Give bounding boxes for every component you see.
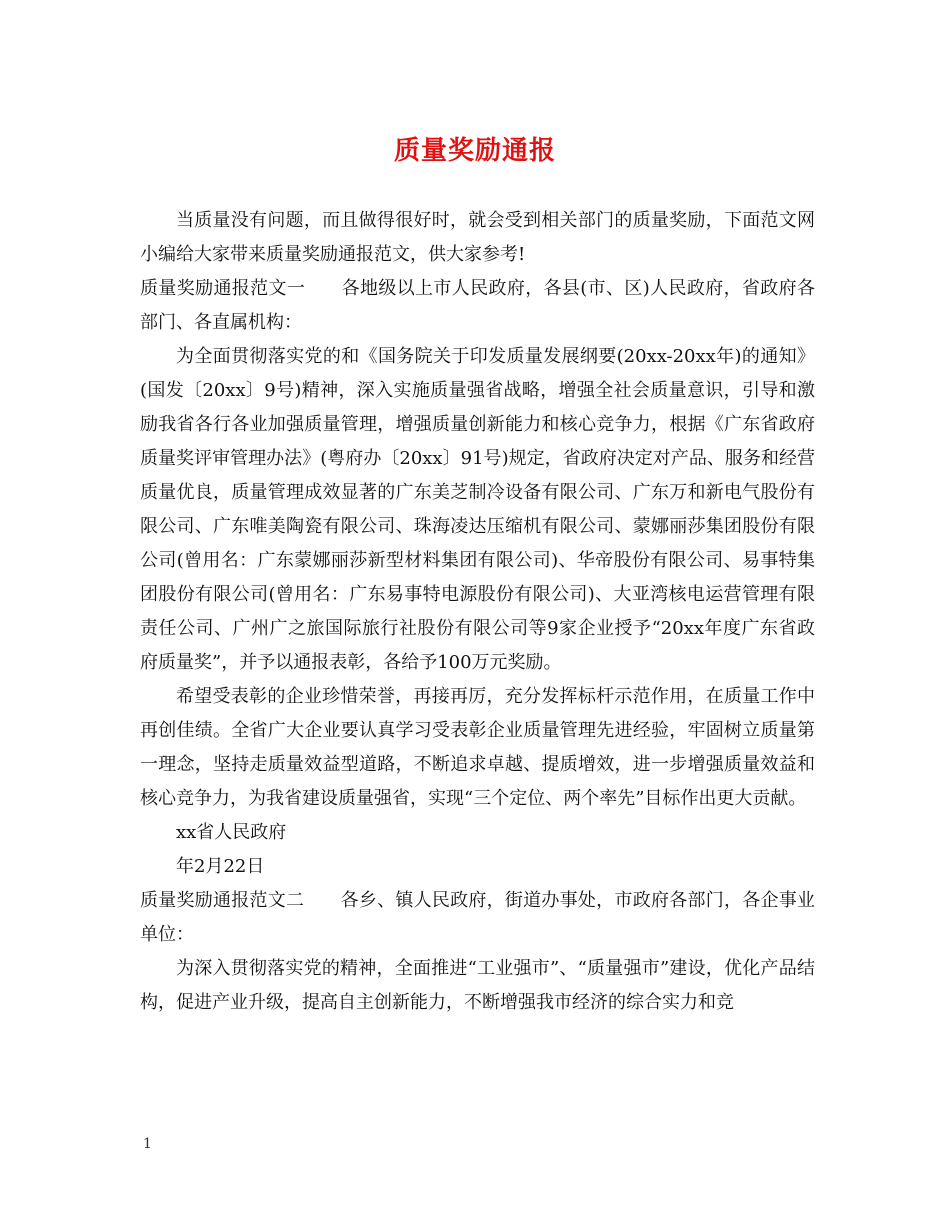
signature-date: 年2月22日 [176, 856, 265, 877]
paragraph-sample-one-body: 为全面贯彻落实党的和《国务院关于印发质量发展纲要(20xx-20xx年)的通知》(国发〔20xx〕9号)精神，深入实施质量强省战略，增强全社会质量意识，引导和激励我省各行各业加强质量管理，增强质量创新能力和核心竞争力，根据《广东省政府质量奖评审管理办法》(粤府办〔20xx〕91号)规定，省政府决定对产品、服务和经营质量优良，质量管理成效显著的广东美芝制冷设备有限公司、广东万和新电气股份有限公司、广东唯美陶瓷有限公司、珠海凌达压缩机有限公司、蒙娜丽莎集团股份有限公司(曾用名：广东蒙娜丽莎新型材料集团有限公司)、华帝股份有限公司、易事特集团股份有限公司(曾用名：广东易事特电源股份有限公司)、大亚湾核电运营管理有限责任公司、广州广之旅国际旅行社股份有限公司等9家企业授予“20xx年度广东省政府质量奖”，并予以通报表彰，各给予100万元奖励。 [140, 346, 815, 673]
signature-issuer: xx省人民政府 [176, 822, 287, 843]
sample-two-label: 质量奖励通报范文二 [140, 890, 305, 911]
sample-one-label: 质量奖励通报范文一 [140, 278, 306, 299]
paragraph-sample-two-body: 为深入贯彻落实党的精神，全面推进“工业强市”、“质量强市”建设，优化产品结构，促进产业升级，提高自主创新能力，不断增强我市经济的综合实力和竞 [140, 958, 815, 1013]
document-title: 质量奖励通报 [393, 136, 556, 166]
paragraph-sample-two-heading [140, 884, 815, 952]
paragraph-sample-one-heading [140, 272, 815, 340]
sample-one-addressees: 各地级以上市人民政府，各县(市、区)人民政府，省政府各部门、各直属机构： [140, 278, 816, 333]
paragraph-intro: 当质量没有问题，而且做得很好时，就会受到相关部门的质量奖励，下面范文网小编给大家带来质量奖励通报范文，供大家参考! [140, 210, 815, 265]
page-number: 1 [143, 1136, 152, 1152]
paragraph-sample-one-hope: 希望受表彰的企业珍惜荣誉，再接再厉，充分发挥标杆示范作用，在质量工作中再创佳绩。全省广大企业要认真学习受表彰企业质量管理先进经验，牢固树立质量第一理念，坚持走质量效益型道路，不断追求卓越、提质增效，进一步增强质量效益和核心竞争力，为我省建设质量强省，实现“三个定位、两个率先”目标作出更大贡献。 [140, 686, 815, 809]
sample-two-addressees: 各乡、镇人民政府，街道办事处，市政府各部门，各企事业单位： [140, 890, 816, 945]
document-body [140, 204, 815, 1020]
